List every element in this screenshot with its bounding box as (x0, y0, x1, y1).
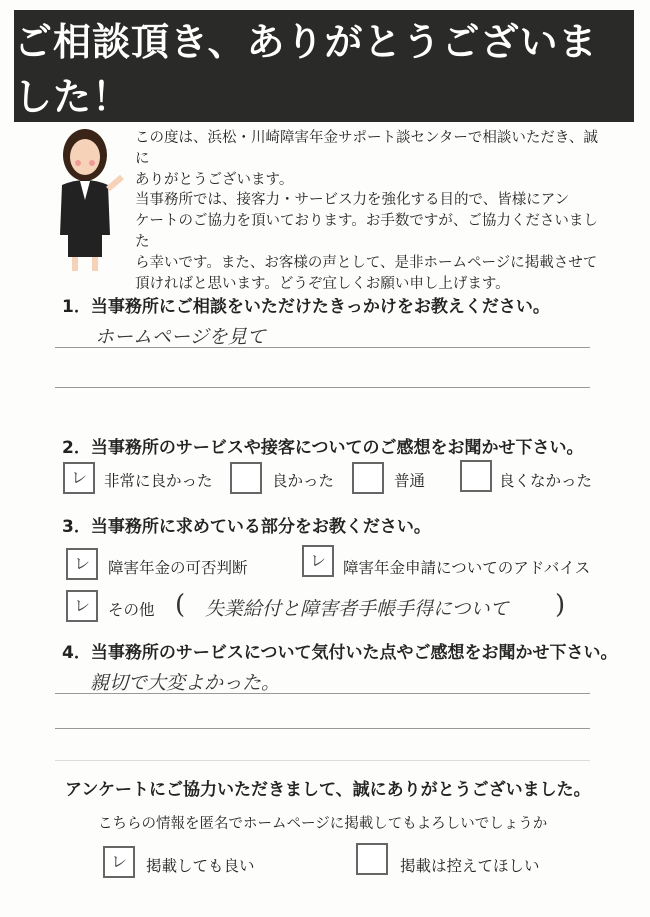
option-label: 良くなかった (499, 472, 593, 490)
option-label: 障害年金の可否判断 (108, 559, 248, 577)
checkbox-not-good[interactable] (460, 460, 492, 492)
intro-line: この度は、浜松・川崎障害年金サポート談センターで相談いただき、誠に (135, 130, 598, 167)
checkbox-publish-ok[interactable] (103, 846, 135, 878)
question-1: 1．当事務所にご相談をいただけたきっかけをお教えください。 (62, 297, 550, 317)
check-mark: レ (73, 596, 90, 615)
answer-line (55, 347, 590, 348)
intro-line: ケートのご協力を頂いております。お手数ですが、ご協力くださいました (135, 213, 598, 250)
option-label: その他 (108, 601, 155, 619)
question-4: 4．当事務所のサービスについて気付いた点やご感想をお聞かせ下さい。 (62, 643, 618, 663)
checkbox-very-good[interactable] (63, 462, 95, 494)
option-label: 良かった (272, 472, 335, 490)
page-title: ご相談頂き、ありがとうございました！ (14, 20, 598, 119)
answer-line (55, 693, 590, 694)
option-label: 障害年金申請についてのアドバイス (343, 559, 591, 577)
checkbox-application-advice[interactable] (302, 545, 334, 577)
staff-illustration (40, 125, 130, 275)
intro-greeting (135, 128, 605, 191)
intro-request (135, 190, 605, 295)
question-2: 2．当事務所のサービスや接客についてのご感想をお聞かせ下さい。 (62, 438, 584, 458)
option-label: 掲載は控えてほしい (400, 857, 540, 875)
check-mark: レ (110, 852, 127, 871)
checkbox-other[interactable] (66, 590, 98, 622)
answer-line (55, 760, 590, 761)
checkbox-good[interactable] (230, 462, 262, 494)
checkbox-publish-no[interactable] (356, 843, 388, 875)
answer-line (55, 728, 590, 729)
paren-open: ( (175, 590, 186, 620)
closing-message: アンケートにご協力いただきまして、誠にありがとうございました。 (65, 780, 591, 800)
q4-answer[interactable]: 親切で大変よかった。 (90, 672, 281, 694)
question-3: 3．当事務所に求めている部分をお教ください。 (62, 517, 431, 537)
option-label: 普通 (394, 472, 426, 490)
q3-other-answer[interactable]: 失業給付と障害者手帳手得について (205, 598, 509, 620)
q1-answer[interactable]: ホームページを見て (95, 326, 266, 348)
intro-line: 頂ければと思います。どうぞ宜しくお願い申し上げます。 (135, 276, 510, 292)
check-mark: レ (73, 554, 90, 573)
answer-line (55, 387, 590, 388)
checkbox-average[interactable] (352, 462, 384, 494)
checkbox-eligibility[interactable] (66, 548, 98, 580)
intro-line: ありがとうございます。 (135, 172, 294, 188)
option-label: 掲載しても良い (146, 857, 255, 875)
publish-question: こちらの情報を匿名でホームページに掲載してもよろしいでしょうか (98, 816, 548, 832)
intro-line: 当事務所では、接客力・サービス力を強化する目的で、皆様にアン (135, 192, 570, 208)
title-banner (14, 10, 634, 122)
paren-close: ) (555, 590, 566, 620)
check-mark: レ (70, 468, 87, 487)
intro-line: ら幸いです。また、お客様の声として、是非ホームページに掲載させて (135, 255, 598, 271)
check-mark: レ (309, 551, 326, 570)
option-label: 非常に良かった (104, 472, 213, 490)
